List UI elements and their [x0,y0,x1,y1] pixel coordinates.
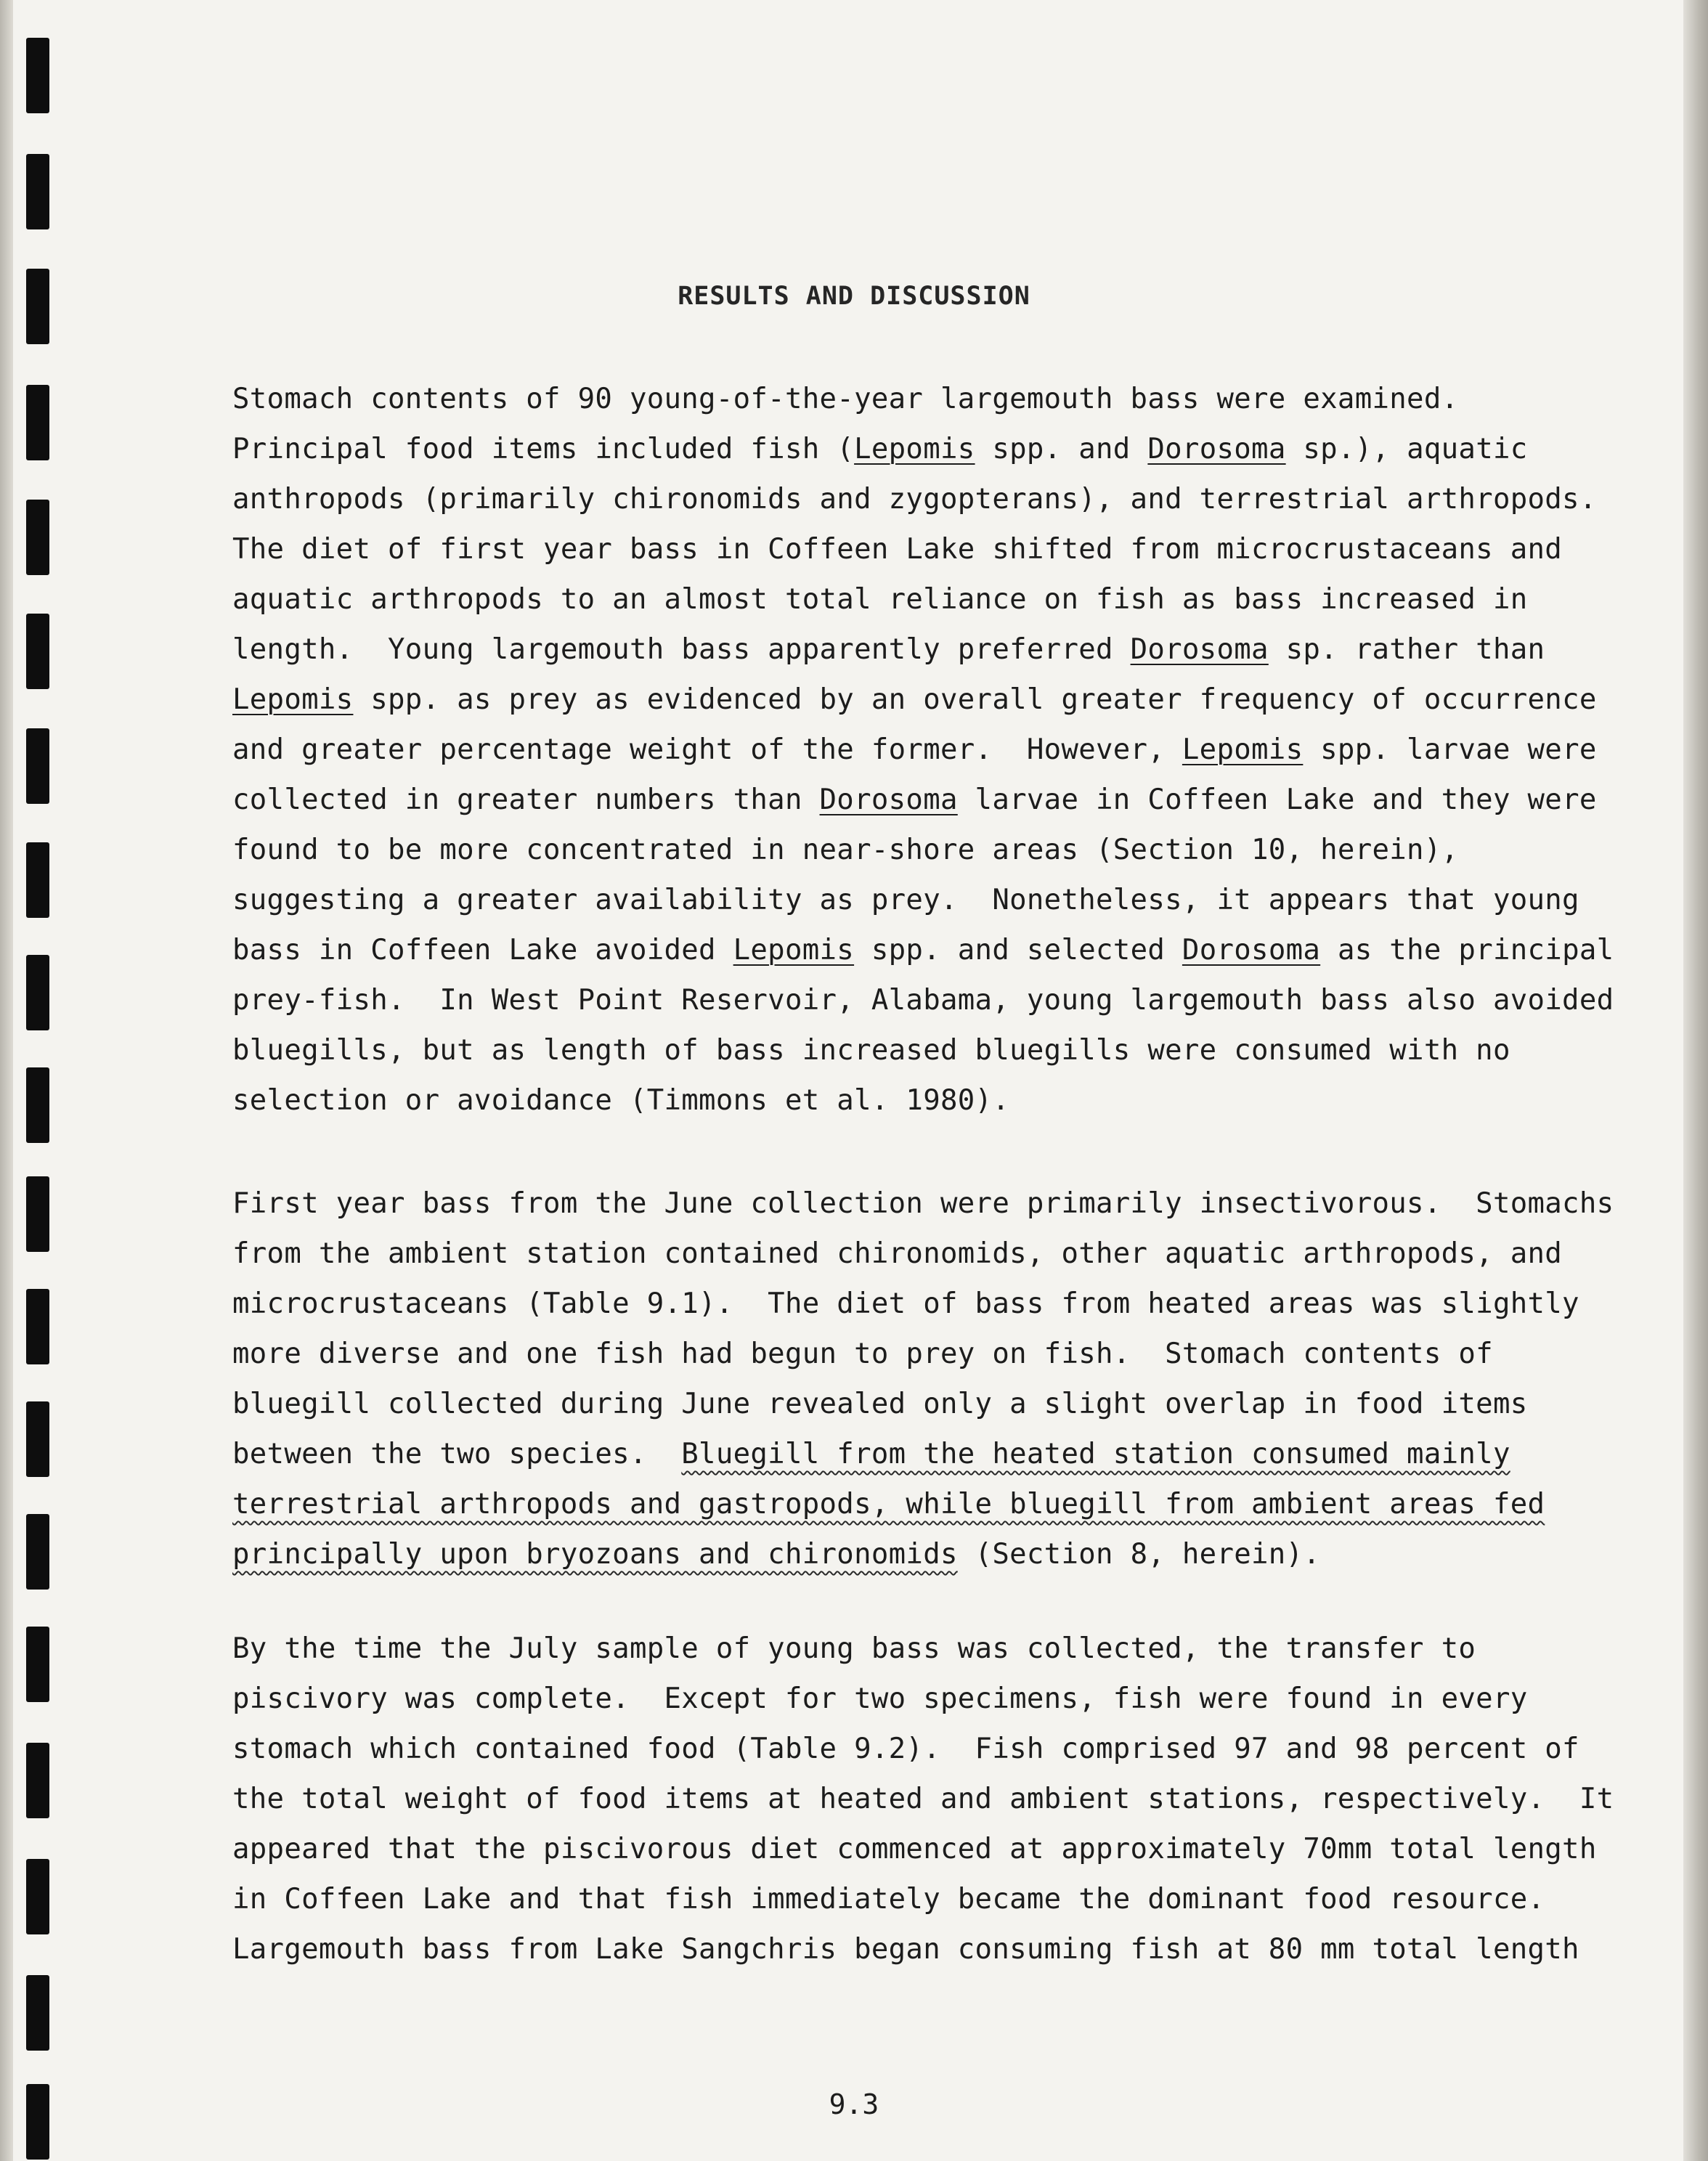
text-line [232,1724,1656,1774]
text-run: as the principal [1320,934,1614,966]
text-line [232,1279,1656,1329]
text-line [232,1624,1656,1674]
text-line [232,875,1656,925]
text-line [232,424,1656,474]
underlined-term: Lepomis [854,433,975,465]
paragraph-2 [232,1179,1656,1579]
text-line [232,925,1656,975]
text-run: The diet of first year bass in Coffeen Lake shifted from microcrustaceans and [232,533,1563,566]
text-run: in Coffeen Lake and that fish immediately became the dominant food resource. [232,1883,1545,1916]
binder-holes [0,0,58,2161]
text-line [232,474,1656,524]
underlined-term: Dorosoma [1182,934,1321,966]
text-line [232,775,1656,825]
text-line [232,1379,1656,1429]
text-line [232,1479,1656,1529]
text-run: stomach which contained food (Table 9.2). Fish comprised 97 and 98 percent of [232,1733,1579,1765]
text-run: the total weight of food items at heated and ambient stations, respectively. It [232,1783,1614,1815]
text-run: found to be more concentrated in near-shore areas (Section 10, herein), [232,834,1459,866]
text-line [232,1874,1656,1924]
text-run: sp.), aquatic [1285,433,1528,465]
text-run: bluegills, but as length of bass increased bluegills were consumed with no [232,1034,1510,1067]
text-line [232,1329,1656,1379]
scan-edge-right [1683,0,1708,2161]
text-line [232,1075,1656,1126]
paragraph-1 [232,374,1656,1126]
text-run: spp. larvae were [1303,733,1597,766]
text-line [232,1025,1656,1075]
text-run: Principal food items included fish ( [232,433,855,465]
text-run: anthropods (primarily chironomids and zygopterans), and terrestrial arthropods. [232,483,1597,516]
text-run: selection or avoidance (Timmons et al. 1980). [232,1084,1010,1117]
underlined-term: Dorosoma [819,784,958,816]
text-line [232,725,1656,775]
text-run: aquatic arthropods to an almost total reliance on fish as bass increased in [232,583,1528,616]
underlined-term: Lepomis [733,934,855,966]
hand-underlined-text: terrestrial arthropods and gastropods, while bluegill from ambient areas fed [232,1488,1545,1521]
page-number: 9.3 [829,2088,879,2120]
text-run: Stomach contents of 90 young-of-the-year largemouth bass were examined. [232,383,1459,415]
text-run: spp. and selected [854,934,1182,966]
text-run: microcrustaceans (Table 9.1). The diet of bass from heated areas was slightly [232,1287,1579,1320]
text-line [232,1529,1656,1579]
underlined-term: Lepomis [1182,733,1304,766]
text-run: collected in greater numbers than [232,784,820,816]
text-line [232,1924,1656,1974]
text-line [232,1774,1656,1824]
underlined-term: Dorosoma [1147,433,1286,465]
text-line [232,374,1656,424]
text-run: larvae in Coffeen Lake and they were [957,784,1597,816]
paragraph-3 [232,1624,1656,1974]
text-line [232,675,1656,725]
text-line [232,624,1656,675]
text-line [232,975,1656,1025]
hand-underlined-text: Bluegill from the heated station consumed mainly [681,1438,1510,1470]
text-run: prey-fish. In West Point Reservoir, Alabama, young largemouth bass also avoided [232,984,1614,1017]
text-line [232,1179,1656,1229]
text-line [232,1429,1656,1479]
underlined-term: Dorosoma [1130,633,1269,666]
text-run: and greater percentage weight of the former. However, [232,733,1182,766]
text-run: piscivory was complete. Except for two specimens, fish were found in every [232,1682,1528,1715]
hand-underlined-text: principally upon bryozoans and chironomids [232,1538,958,1571]
text-run: more diverse and one fish had begun to prey on fish. Stomach contents of [232,1338,1493,1370]
text-line [232,524,1656,574]
text-run: By the time the July sample of young bass was collected, the transfer to [232,1632,1476,1665]
text-run: length. Young largemouth bass apparently preferred [232,633,1131,666]
text-run: (Section 8, herein). [957,1538,1321,1571]
text-run: suggesting a greater availability as prey. Nonetheless, it appears that young [232,884,1579,916]
text-run: Largemouth bass from Lake Sangchris began consuming fish at 80 mm total length [232,1933,1579,1966]
text-run: between the two species. [232,1438,682,1470]
section-heading: RESULTS AND DISCUSSION [678,282,1030,311]
text-run: appeared that the piscivorous diet commenced at approximately 70mm total length [232,1833,1597,1865]
text-run: bass in Coffeen Lake avoided [232,934,733,966]
text-run: spp. and [975,433,1148,465]
text-line [232,1824,1656,1874]
text-line [232,1229,1656,1279]
text-run: bluegill collected during June revealed only a slight overlap in food items [232,1388,1528,1420]
text-line [232,1674,1656,1724]
text-run: sp. rather than [1268,633,1545,666]
text-run: spp. as prey as evidenced by an overall greater frequency of occurrence [353,683,1597,716]
text-run: First year bass from the June collection were primarily insectivorous. Stomachs [232,1187,1614,1220]
underlined-term: Lepomis [232,683,354,716]
text-line [232,825,1656,875]
text-line [232,574,1656,624]
text-run: from the ambient station contained chironomids, other aquatic arthropods, and [232,1237,1563,1270]
